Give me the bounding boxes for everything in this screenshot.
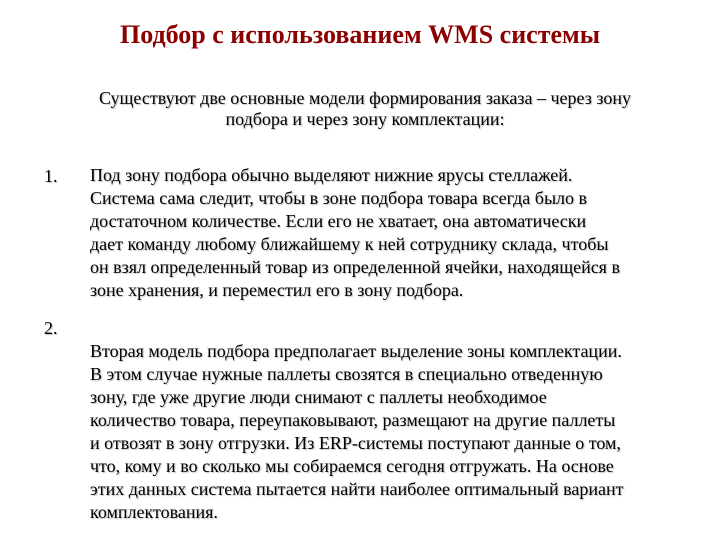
intro-line: Существуют две основные модели формирования заказа – через зону	[98, 88, 631, 108]
page-title: Подбор с использованием WMS системы	[119, 20, 601, 49]
text-line: В этом случае нужные паллеты свозятся в специально отведенную	[90, 364, 603, 384]
text-line: зону, где уже другие люди снимают с паллеты необходимое	[90, 387, 547, 407]
text-line: дает команду любому ближайшему к ней сотруднику склада, чтобы	[90, 234, 609, 254]
intro-text	[60, 88, 670, 130]
text-line: Система сама следит, чтобы в зоне подбора товара всегда было в	[90, 188, 588, 208]
text-line: Под зону подбора обычно выделяют нижние ярусы стеллажей.	[90, 165, 573, 185]
text-line: комплектования.	[90, 502, 218, 522]
text-line: количество товара, переупаковывают, размещают на другие паллеты	[90, 410, 616, 430]
text-line: зоне хранения, и переместил его в зону подбора.	[90, 280, 464, 300]
list-item-number: 1.	[44, 166, 58, 186]
list-item-text	[90, 164, 690, 302]
text-line: и отвозят в зону отгрузки. Из ERP-системы поступают данные о том,	[90, 433, 621, 453]
text-line: этих данных система пытается найти наиболее оптимальный вариант	[90, 479, 624, 499]
intro-line: подбора и через зону комплектации:	[225, 109, 505, 129]
list-item-number: 2.	[44, 318, 58, 338]
list-item-text	[90, 340, 690, 524]
text-line: он взял определенный товар из определенной ячейки, находящейся в	[90, 257, 620, 277]
text-line: достаточном количестве. Если его не хватает, она автоматически	[90, 211, 587, 231]
text-line: что, кому и во сколько мы собираемся сегодня отгружать. На основе	[90, 456, 614, 476]
text-line: Вторая модель подбора предполагает выделение зоны комплектации.	[90, 341, 622, 361]
